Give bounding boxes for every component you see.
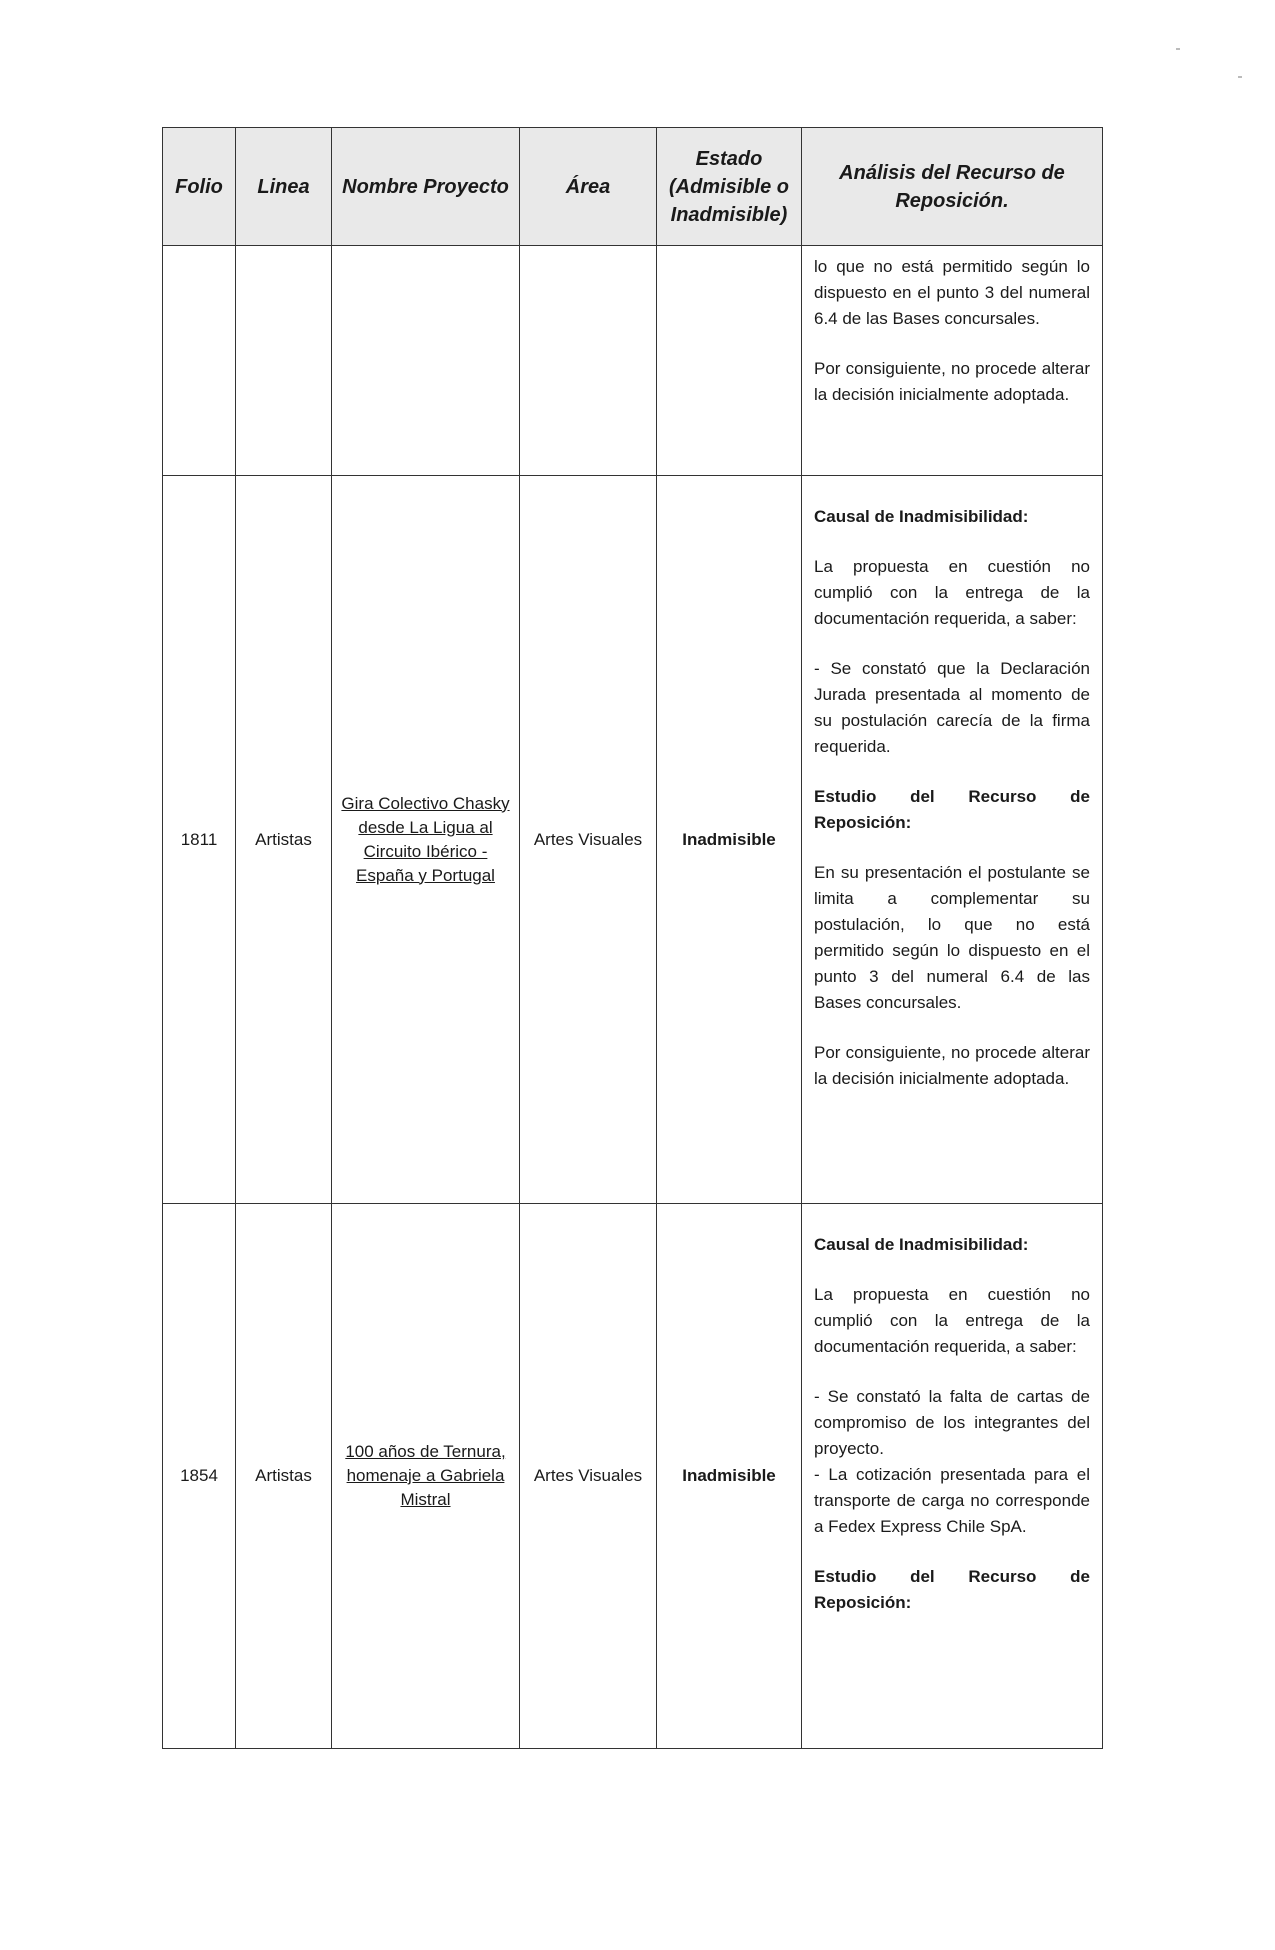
continuation-text: lo que no está permitido según lo dispuesto en el punto 3 del numeral 6.4 de las Bases concursales. (814, 257, 1090, 328)
folio-cell: 1854 (163, 1204, 236, 1749)
table-row (163, 476, 1103, 1204)
header-folio: Folio (163, 128, 236, 246)
header-nombre-proyecto: Nombre Proyecto (332, 128, 520, 246)
project-name: 100 años de Ternura, homenaje a Gabriela Mistral (345, 1442, 506, 1509)
estado-cell: Inadmisible (657, 1204, 802, 1749)
linea-cell: Artistas (236, 476, 332, 1204)
analysis-cell-continuation (802, 246, 1103, 476)
causal-title: Causal de Inadmisibilidad: (814, 507, 1029, 526)
header-area: Área (520, 128, 657, 246)
table-row (163, 1204, 1103, 1749)
linea-cell-empty (236, 246, 332, 476)
causal-text: La propuesta en cuestión no cumplió con la entrega de la documentación requerida, a saber: (814, 1285, 1090, 1356)
table-header-row (163, 128, 1103, 246)
header-analisis: Análisis del Recurso de Reposición. (802, 128, 1103, 246)
continuation-conclusion: Por consiguiente, no procede alterar la decisión inicialmente adoptada. (814, 359, 1090, 404)
area-cell-empty (520, 246, 657, 476)
causal-title: Causal de Inadmisibilidad: (814, 1235, 1029, 1254)
causal-bullets (814, 1384, 1090, 1540)
causal-bullets (814, 656, 1090, 760)
estudio-title: Estudio del Recurso de Reposición: (814, 1567, 1090, 1612)
analysis-cell (802, 1204, 1103, 1749)
estado-cell: Inadmisible (657, 476, 802, 1204)
nombre-cell-empty (332, 246, 520, 476)
folio-cell: 1811 (163, 476, 236, 1204)
appeals-table (162, 127, 1103, 1749)
nombre-cell (332, 476, 520, 1204)
estado-cell-empty (657, 246, 802, 476)
scan-mark (1176, 48, 1180, 50)
causal-bullet: - La cotización presentada para el transporte de carga no corresponde a Fedex Express Chile SpA. (814, 1465, 1090, 1536)
header-estado: Estado (Admisible o Inadmisible) (657, 128, 802, 246)
linea-cell: Artistas (236, 1204, 332, 1749)
area-cell: Artes Visuales (520, 476, 657, 1204)
causal-bullet: - Se constató que la Declaración Jurada presentada al momento de su postulación carecía de la firma requerida. (814, 659, 1090, 756)
scan-mark (1238, 76, 1242, 78)
table-row-continuation (163, 246, 1103, 476)
nombre-cell (332, 1204, 520, 1749)
causal-bullet: - Se constató la falta de cartas de compromiso de los integrantes del proyecto. (814, 1387, 1090, 1458)
analysis-cell (802, 476, 1103, 1204)
folio-cell-empty (163, 246, 236, 476)
estudio-title: Estudio del Recurso de Reposición: (814, 787, 1090, 832)
area-cell: Artes Visuales (520, 1204, 657, 1749)
header-linea: Linea (236, 128, 332, 246)
causal-text: La propuesta en cuestión no cumplió con la entrega de la documentación requerida, a saber: (814, 557, 1090, 628)
conclusion-text: Por consiguiente, no procede alterar la decisión inicialmente adoptada. (814, 1043, 1090, 1088)
project-name: Gira Colectivo Chasky desde La Ligua al Circuito Ibérico - España y Portugal (341, 793, 510, 885)
estudio-text: En su presentación el postulante se limita a complementar su postulación, lo que no está permitido según lo dispuesto en el punto 3 del numeral 6.4 de las Bases concursales. (814, 863, 1090, 1012)
